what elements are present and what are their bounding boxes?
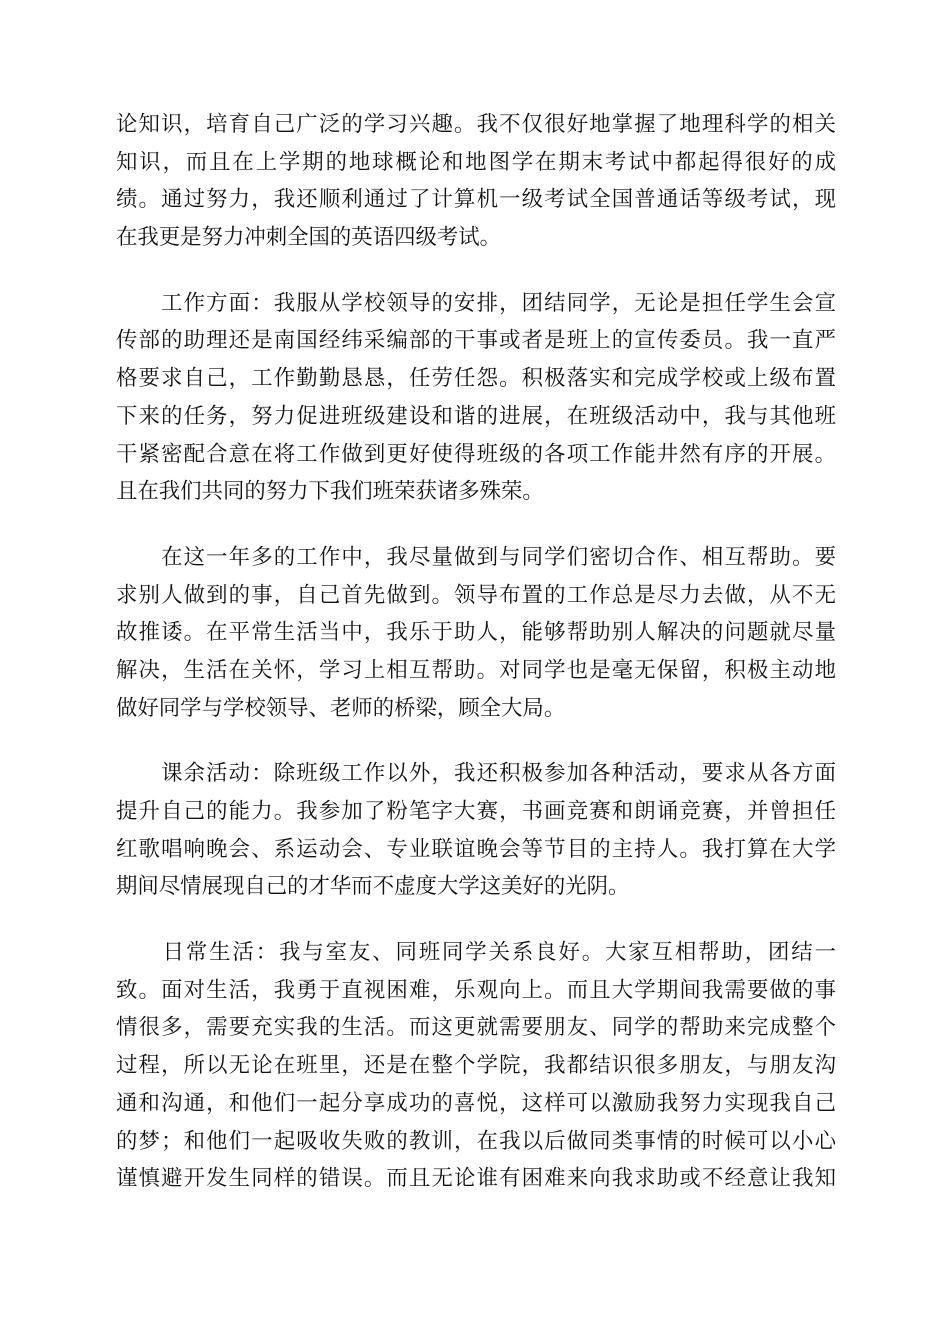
paragraph-daily-life <box>116 934 836 1198</box>
document-body <box>116 106 836 1226</box>
text-line: 解决，生活在关怀，学习上相互帮助。对同学也是毫无保留，积极主动地 <box>116 657 836 683</box>
text-line: 格要求自己，工作勤勤恳恳，任劳任怨。积极落实和完成学校或上级布置 <box>116 366 836 392</box>
paragraph-work <box>116 285 836 511</box>
text-line: 过程，所以无论在班里，还是在整个学院，我都结识很多朋友，与朋友沟 <box>116 1053 836 1079</box>
text-line: 故推诿。在平常生活当中，我乐于助人，能够帮助别人解决的问题就尽量 <box>116 620 836 646</box>
text-line: 求别人做到的事，自己首先做到。领导布置的工作总是尽力去做，从不无 <box>116 582 836 608</box>
text-line: 工作方面：我服从学校领导的安排，团结同学，无论是担任学生会宣 <box>116 290 836 316</box>
paragraph-cooperation <box>116 539 836 727</box>
text-line: 谨慎避开发生同样的错误。而且无论谁有困难来向我求助或不经意让我知 <box>116 1166 836 1192</box>
text-line: 提升自己的能力。我参加了粉笔字大赛，书画竞赛和朗诵竞赛，并曾担任 <box>116 799 836 824</box>
text-line: 红歌唱响晚会、系运动会、专业联谊晚会等节目的主持人。我打算在大学 <box>116 836 836 862</box>
paragraph-activities <box>116 755 836 906</box>
text-line: 的梦；和他们一起吸收失败的教训，在我以后做同类事情的时候可以小心 <box>116 1128 836 1154</box>
text-line: 干紧密配合意在将工作做到更好使得班级的各项工作能井然有序的开展。 <box>116 441 836 467</box>
text-line: 做好同学与学校领导、老师的桥梁，顾全大局。 <box>116 695 566 721</box>
text-line: 下来的任务，努力促进班级建设和谐的进展，在班级活动中，我与其他班 <box>116 403 836 429</box>
paragraph-study <box>116 106 836 257</box>
text-line: 传部的助理还是南国经纬采编部的干事或者是班上的宣传委员。我一直严 <box>116 328 836 354</box>
text-line: 且在我们共同的努力下我们班荣获诸多殊荣。 <box>116 479 544 505</box>
text-line: 在这一年多的工作中，我尽量做到与同学们密切合作、相互帮助。要 <box>116 544 836 570</box>
text-line: 绩。通过努力，我还顺利通过了计算机一级考试全国普通话等级考试，现 <box>116 187 836 213</box>
text-line: 论知识，培育自己广泛的学习兴趣。我不仅很好地掌握了地理科学的相关 <box>116 112 836 137</box>
text-line: 致。面对生活，我勇于直视困难，乐观向上。而且大学期间我需要做的事 <box>116 977 836 1003</box>
text-line: 课余活动：除班级工作以外，我还积极参加各种活动，要求从各方面 <box>116 761 836 787</box>
text-line: 通和沟通，和他们一起分享成功的喜悦，这样可以激励我努力实现我自己 <box>116 1090 836 1116</box>
text-line: 在我更是努力冲刺全国的英语四级考试。 <box>116 225 502 251</box>
text-line: 期间尽情展现自己的才华而不虚度大学这美好的光阴。 <box>116 874 630 900</box>
text-line: 情很多，需要充实我的生活。而这更就需要朋友、同学的帮助来完成整个 <box>116 1015 836 1041</box>
text-line: 日常生活：我与室友、同班同学关系良好。大家互相帮助，团结一 <box>116 940 836 966</box>
text-line: 知识，而且在上学期的地球概论和地图学在期末考试中都起得很好的成 <box>116 149 836 175</box>
